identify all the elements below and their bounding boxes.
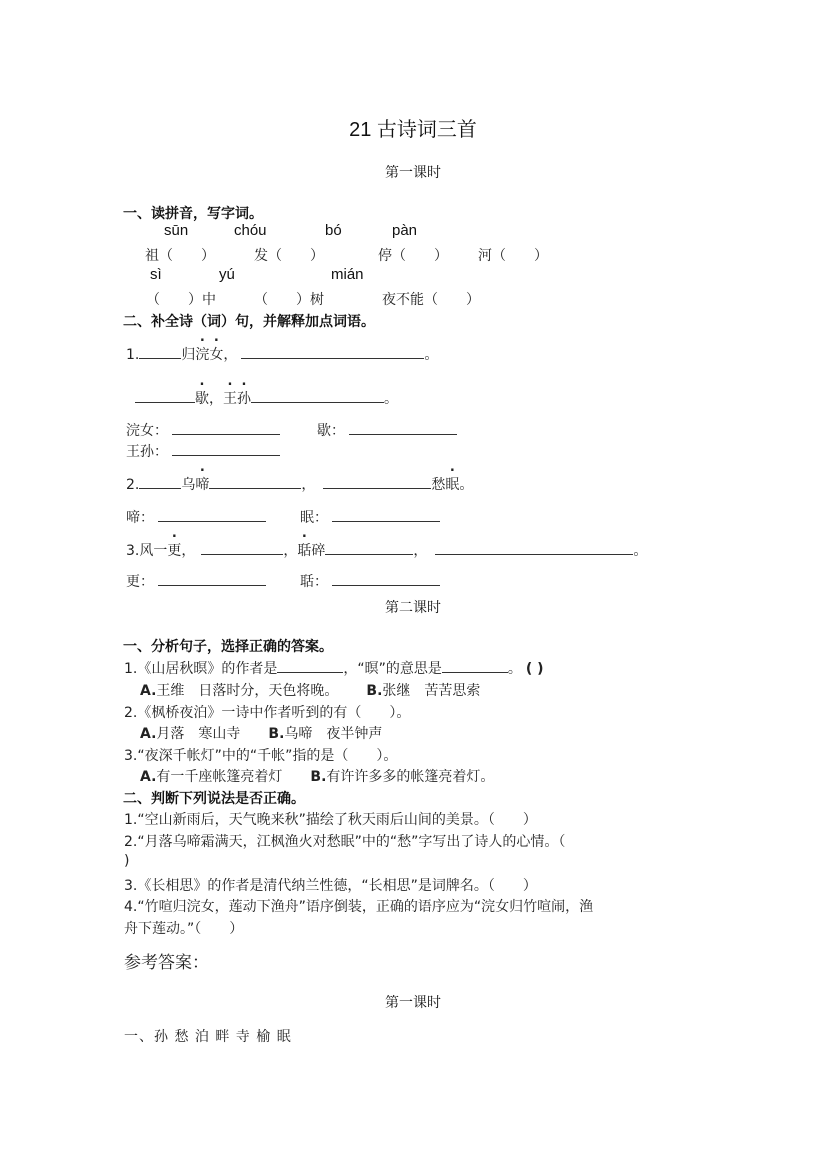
option-b[interactable]: 张继 苦苦思索: [382, 683, 481, 699]
dotted-char: 王: [223, 391, 237, 407]
q2-number: 2.: [126, 477, 140, 493]
pinyin-pan: pàn: [392, 222, 418, 239]
expl-guo: [300, 571, 440, 591]
option-b[interactable]: 有许许多多的帐篷亮着灯。: [326, 769, 495, 785]
blank[interactable]: [349, 420, 457, 435]
punct: 。: [633, 543, 648, 559]
word-he: 河（ ）: [478, 248, 548, 264]
blank[interactable]: [323, 474, 431, 489]
expl-label: 眠：: [300, 510, 328, 526]
section-judge-heading: 二、判断下列说法是否正确。: [123, 791, 305, 807]
dotted-char: 啼: [195, 477, 210, 493]
blank[interactable]: [172, 420, 280, 435]
q1-char: 归: [181, 347, 196, 363]
punct: 。: [424, 347, 439, 363]
expl-geng: [126, 571, 266, 591]
pinyin-sun: sūn: [164, 222, 189, 239]
poem-q3-line: [126, 540, 647, 560]
blank[interactable]: [158, 571, 266, 586]
q2-char: 乌: [181, 477, 196, 493]
dotted-char: 更: [167, 543, 182, 559]
choice-q1-options: [140, 680, 480, 700]
blank[interactable]: [442, 658, 508, 673]
option-a[interactable]: 有一千座帐篷亮着灯: [156, 769, 283, 785]
poem-q2-line: [126, 474, 473, 494]
dotted-char: 孙: [237, 391, 251, 407]
q3-char: 风一: [139, 543, 168, 559]
punct: 。: [459, 477, 474, 493]
choice-q2-options: [140, 723, 382, 743]
blank[interactable]: [332, 507, 440, 522]
poem-q1-line2: [135, 388, 398, 408]
blank[interactable]: [332, 571, 440, 586]
expl-mian: [300, 507, 440, 527]
q-text: ，“暝”的意思是: [343, 661, 442, 677]
word-fa: 发（ ）: [254, 248, 324, 264]
choice-q1: [124, 658, 544, 678]
blank[interactable]: [251, 388, 384, 403]
judge-item-2: 2.“月落乌啼霜满天，江枫渔火对愁眠”中的“愁”字写出了诗人的心情。（: [124, 834, 566, 850]
judge-item-4-cont: 舟下莲动。”（ ）: [124, 921, 244, 937]
option-label: A.: [140, 726, 157, 742]
blank[interactable]: [135, 388, 195, 403]
option-label: A.: [140, 769, 157, 785]
expl-label: 聒：: [300, 574, 328, 590]
lesson-1-heading: 第一课时: [385, 165, 441, 181]
option-label: A.: [140, 683, 157, 699]
q-text: 。: [507, 661, 522, 677]
blank[interactable]: [435, 540, 633, 555]
blank[interactable]: [325, 540, 413, 555]
blank[interactable]: [139, 474, 181, 489]
answers-heading: 参考答案：: [124, 953, 209, 973]
expl-label: 啼：: [126, 510, 154, 526]
q3-char: 碎: [311, 543, 326, 559]
judge-item-2-cont: ): [124, 853, 130, 869]
dotted-char: 眠: [445, 477, 460, 493]
word-ye-bu-neng: 夜不能（ ）: [382, 292, 480, 308]
blank[interactable]: [277, 658, 343, 673]
dotted-char: 聒: [297, 543, 312, 559]
punct: ，: [413, 543, 428, 559]
word-yu-shu: （ ）树: [254, 292, 324, 308]
pinyin-yu: yú: [219, 266, 235, 283]
section-pinyin-heading: 一、读拼音，写字词。: [123, 206, 263, 222]
q3-number: 3.: [126, 543, 140, 559]
section-poem-heading: 二、补全诗（词）句，并解释加点词语。: [123, 314, 375, 330]
q2-char: 愁: [431, 477, 446, 493]
answers-lesson-heading: 第一课时: [385, 995, 441, 1011]
pinyin-si: sì: [150, 266, 162, 283]
judge-item-1: 1.“空山新雨后，天气晚来秋”描绘了秋天雨后山间的美景。（ ）: [124, 812, 537, 828]
word-si-zhong: （ ）中: [146, 292, 216, 308]
expl-label: 王孙：: [126, 444, 168, 460]
blank[interactable]: [172, 441, 280, 456]
blank[interactable]: [139, 344, 181, 359]
punct: ，: [283, 543, 298, 559]
choice-q2: 2.《枫桥夜泊》一诗中作者听到的有（ ）。: [124, 705, 411, 721]
option-label: B.: [268, 726, 285, 742]
expl-huannv: [126, 420, 280, 440]
page-title: 21 古诗词三首: [349, 119, 477, 141]
dotted-char: 女: [209, 347, 224, 363]
blank[interactable]: [209, 474, 301, 489]
q1-number: 1.: [126, 347, 140, 363]
pinyin-mian: mián: [331, 266, 364, 283]
answer-paren[interactable]: ( ): [525, 661, 544, 677]
word-ting: 停（ ）: [378, 248, 448, 264]
punct: ，: [301, 477, 316, 493]
expl-ti: [126, 507, 266, 527]
blank[interactable]: [201, 540, 283, 555]
punct: ，: [209, 391, 223, 407]
dotted-char: 浣: [195, 347, 210, 363]
option-label: B.: [366, 683, 383, 699]
judge-item-4: 4.“竹喧归浣女，莲动下渔舟”语序倒装，正确的语序应为“浣女归竹喧闹，渔: [124, 899, 594, 915]
option-a[interactable]: 月落 寒山寺: [156, 726, 241, 742]
poem-q1-line1: [126, 344, 438, 364]
expl-label: 浣女：: [126, 423, 168, 439]
word-zu: 祖（ ）: [145, 248, 215, 264]
punct: 。: [384, 391, 398, 407]
option-b[interactable]: 乌啼 夜半钟声: [284, 726, 383, 742]
expl-label: 更：: [126, 574, 154, 590]
punct: ，: [181, 543, 196, 559]
judge-item-3: 3.《长相思》的作者是清代纳兰性德，“长相思”是词牌名。（ ）: [124, 878, 537, 894]
dotted-char: 歇: [195, 391, 209, 407]
answers-line-1: 一、孙 愁 泊 畔 寺 榆 眠: [124, 1029, 292, 1045]
section-choice-heading: 一、分析句子，选择正确的答案。: [123, 639, 333, 655]
blank[interactable]: [158, 507, 266, 522]
choice-q3: 3.“夜深千帐灯”中的“千帐”指的是（ ）。: [124, 748, 398, 764]
punct: ，: [223, 347, 238, 363]
blank[interactable]: [241, 344, 424, 359]
option-label: B.: [310, 769, 327, 785]
q-text: 1.《山居秋暝》的作者是: [124, 661, 278, 677]
pinyin-chou: chóu: [234, 222, 267, 239]
pinyin-bo: bó: [325, 222, 342, 239]
expl-wangsun: [126, 441, 280, 461]
option-a[interactable]: 王维 日落时分，天色将晚。: [156, 683, 339, 699]
choice-q3-options: [140, 766, 494, 786]
lesson-2-heading: 第二课时: [385, 600, 441, 616]
expl-xie: [317, 420, 457, 440]
expl-label: 歇：: [317, 423, 345, 439]
